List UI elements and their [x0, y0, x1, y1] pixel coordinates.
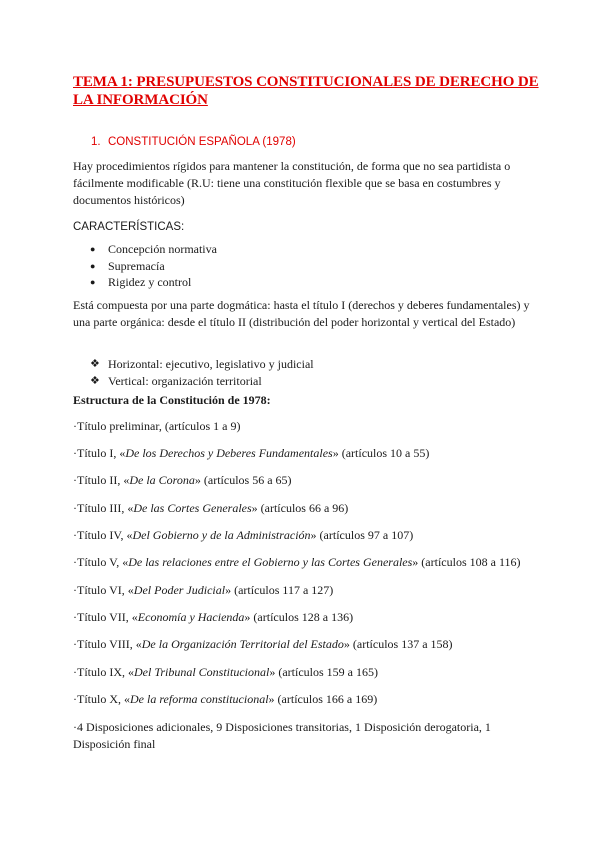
titulo-suffix: » (artículos 97 a 107) [310, 528, 414, 542]
titulo-name: Del Tribunal Constitucional [134, 665, 270, 679]
titulo-prefix: ·Título IX, « [73, 665, 134, 679]
titulo-prefix: ·Título VIII, « [73, 637, 142, 651]
titulo-name: De las Cortes Generales [133, 501, 252, 515]
titulo-prefix: ·Título V, « [73, 555, 129, 569]
titulo-name: Del Gobierno y de la Administración [132, 528, 311, 542]
titulo-line [73, 636, 553, 653]
titulo-line [73, 500, 553, 517]
titulo-prefix: ·Título preliminar, [73, 419, 165, 433]
titulo-name: De la Organización Territorial del Estado [141, 637, 344, 651]
titulo-name: De los Derechos y Deberes Fundamentales [125, 446, 333, 460]
list-item [90, 274, 217, 291]
list-item-text: Supremacía [108, 258, 165, 273]
titulo-name: De la reforma constitucional [130, 692, 269, 706]
disposiciones-paragraph: ·4 Disposiciones adicionales, 9 Disposiciones transitorias, 1 Disposición derogatoria, 1 Disposición final [73, 720, 491, 751]
titulo-prefix: ·Título II, « [73, 473, 130, 487]
titulo-suffix: » (artículos 137 a 158) [343, 637, 453, 651]
titulo-line [73, 609, 553, 626]
bullet-icon: ● [90, 260, 96, 271]
titulo-name: De las relaciones entre el Gobierno y las Cortes Generales [128, 555, 413, 569]
list-item-text: Vertical: organización territorial [108, 373, 262, 388]
titulo-line [73, 472, 553, 489]
titulo-suffix: » (artículos 10 a 55) [332, 446, 430, 460]
titulo-line [73, 527, 553, 544]
titulo-prefix: ·Título VII, « [73, 610, 138, 624]
list-item [90, 373, 314, 390]
titulo-line [73, 445, 553, 462]
poderes-list [90, 356, 314, 389]
section-heading-text: CONSTITUCIÓN ESPAÑOLA (1978) [108, 136, 296, 148]
titulo-prefix: ·Título III, « [73, 501, 134, 515]
list-item-text: Rigidez y control [108, 275, 192, 289]
titulo-prefix: ·Título IV, « [73, 528, 133, 542]
list-item-text: Concepción normativa [108, 242, 217, 256]
section-heading [91, 135, 296, 149]
titulo-suffix: » (artículos 128 a 136) [244, 610, 354, 624]
bullet-icon: ● [90, 244, 96, 254]
titulo-suffix: » (artículos 66 a 96) [251, 501, 349, 515]
list-item [90, 356, 314, 373]
diamond-bullet-icon: ❖ [90, 374, 100, 387]
caracteristicas-list [90, 241, 217, 291]
titulo-line [73, 691, 553, 708]
titulo-line [73, 664, 553, 681]
list-item-text: Horizontal: ejecutivo, legislativo y judicial [108, 357, 314, 371]
titulo-line [73, 582, 553, 599]
list-item [90, 241, 217, 258]
titulo-line [73, 418, 553, 435]
titulo-suffix: » (artículos 108 a 116) [412, 555, 521, 569]
titulo-prefix: ·Título VI, « [73, 583, 134, 597]
titulo-name: Del Poder Judicial [133, 583, 226, 597]
titulo-prefix: ·Título I, « [73, 446, 126, 460]
diamond-bullet-icon: ❖ [90, 358, 100, 370]
titulo-line [73, 554, 553, 571]
list-item [90, 258, 217, 275]
titulo-suffix: » (artículos 159 a 165) [269, 665, 378, 679]
intro-paragraph: Hay procedimientos rígidos para mantener la constitución, de forma que no sea partidista o fácilmente modificable (R.U: tiene una constitución flexible que se basa en costumbres y documentos históricos) [73, 159, 511, 207]
titulo-suffix: (artículos 1 a 9) [164, 419, 241, 433]
estructura-heading: Estructura de la Constitución de 1978: [73, 393, 271, 407]
titulo-suffix: » (artículos 117 a 127) [225, 583, 334, 597]
titulo-suffix: » (artículos 56 a 65) [194, 473, 292, 487]
page-title: TEMA 1: PRESUPUESTOS CONSTITUCIONALES DE DERECHO DE LA INFORMACIÓN [73, 74, 539, 108]
composicion-paragraph: Está compuesta por una parte dogmática: hasta el título I (derechos y deberes fundamentales) y una parte orgánica: desde el título II (distribución del poder horizontal y vertical del Estado) [73, 298, 530, 329]
titulo-name: De la Corona [129, 473, 195, 487]
bullet-icon: ● [90, 277, 96, 287]
titulo-prefix: ·Título X, « [73, 692, 130, 706]
section-number: 1. [91, 136, 101, 148]
caracteristicas-label: CARACTERÍSTICAS: [73, 221, 185, 233]
titulo-suffix: » (artículos 166 a 169) [268, 692, 378, 706]
titulo-name: Economía y Hacienda [137, 610, 245, 624]
